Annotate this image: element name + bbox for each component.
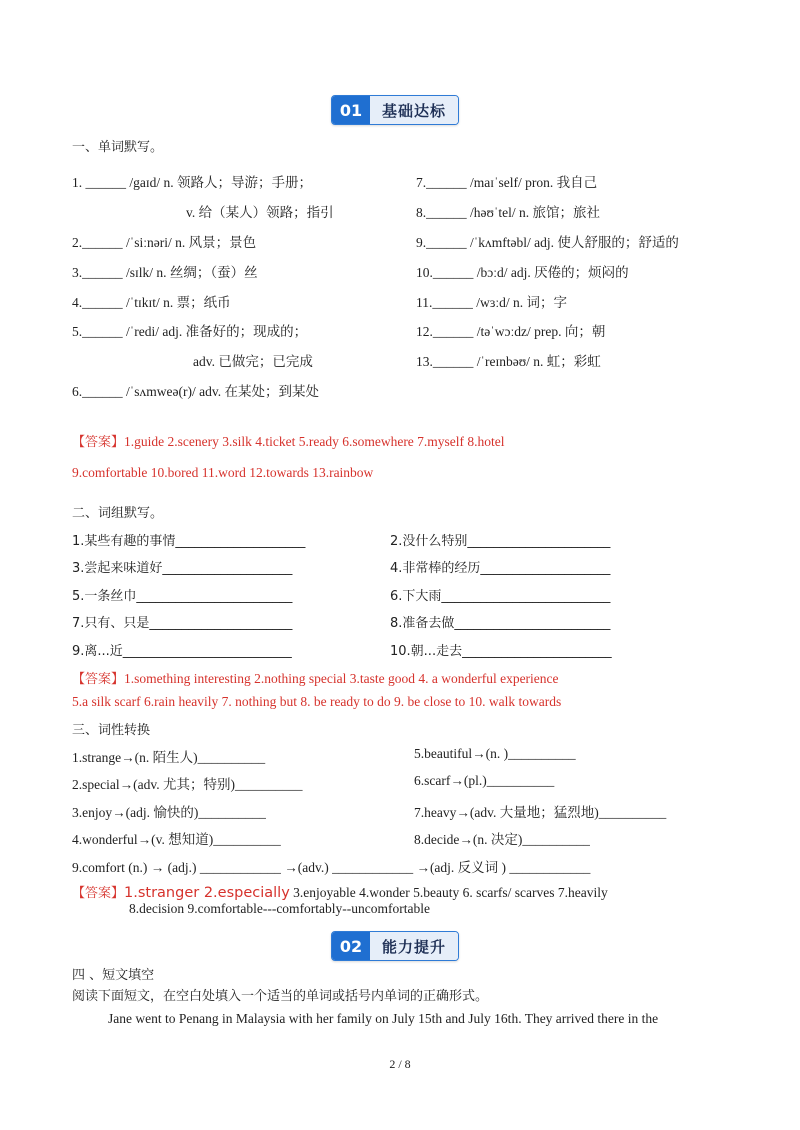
- vocab-item-4: 4.______ /ˈtɪkɪt/ n. 票；纸币: [72, 295, 231, 310]
- vocab-item-1: 1. ______ /gaɪd/ n. 领路人；导游；手册；: [72, 175, 312, 190]
- section1-heading: 一、单词默写。: [72, 140, 164, 155]
- vocab-item-2: 2.______ /ˈsiːnəri/ n. 风景；景色: [72, 235, 257, 250]
- section3-heading: 三、词性转换: [72, 723, 151, 738]
- section4-instruction: 阅读下面短文，在空白处填入一个适当的单词或括号内单词的正确形式。: [72, 989, 489, 1004]
- phrase-item-4: 4.非常棒的经历____________________: [390, 561, 611, 576]
- phrase-item-6: 6.下大雨__________________________: [390, 589, 611, 604]
- phrase-item-9: 9.离...近__________________________: [72, 644, 292, 659]
- section1-answer-line2: 9.comfortable 10.bored 11.word 12.towards 13.rainbow: [72, 465, 374, 480]
- vocab-item-9: 9.______ /ˈkʌmftəbl/ adj. 使人舒服的；舒适的: [416, 235, 679, 250]
- badge-label: 能力提升: [370, 932, 458, 960]
- section3-answer-line1: [72, 882, 608, 901]
- conversion-item-9: 9.comfort (n.) → (adj.) ____________ →(adv.) ____________ →(adj. 反义词 ) ____________: [72, 860, 591, 875]
- conversion-item-6: 6.scarf→(pl.)__________: [414, 773, 555, 788]
- answer-text: 3.enjoyable 4.wonder 5.beauty 6. scarfs/ scarves 7.heavily: [289, 885, 608, 900]
- vocab-item-5-cont: adv. 已做完；已完成: [193, 354, 313, 369]
- section2-answer-line2: 5.a silk scarf 6.rain heavily 7. nothing but 8. be ready to do 9. be close to 10. walk towards: [72, 694, 562, 709]
- phrase-item-7: 7.只有、只是______________________: [72, 616, 293, 631]
- answer-highlight: 1.stranger 2.especially: [124, 885, 290, 901]
- badge-number: 02: [332, 932, 370, 960]
- vocab-item-12: 12.______ /təˈwɔːdz/ prep. 向；朝: [416, 324, 606, 339]
- vocab-item-8: 8.______ /həʊˈtel/ n. 旅馆；旅社: [416, 205, 601, 220]
- vocab-item-1-cont: v. 给（某人）领路；指引: [186, 205, 334, 220]
- section2-heading: 二、词组默写。: [72, 506, 164, 521]
- section4-paragraph: Jane went to Penang in Malaysia with her family on July 15th and July 16th. They arrived there in the: [108, 1011, 659, 1026]
- vocab-item-13: 13.______ /ˈreɪnbəʊ/ n. 虹；彩虹: [416, 354, 601, 369]
- phrase-item-1: 1.某些有趣的事情____________________: [72, 534, 306, 549]
- vocab-item-10: 10.______ /bɔːd/ adj. 厌倦的；烦闷的: [416, 265, 629, 280]
- section-badge-advanced: [331, 931, 459, 961]
- conversion-item-2: 2.special→(adv. 尤其；特别)__________: [72, 777, 303, 792]
- badge-label: 基础达标: [370, 96, 458, 124]
- answer-label: 【答案】: [72, 886, 125, 901]
- vocab-item-7: 7.______ /maɪˈself/ pron. 我自己: [416, 175, 598, 190]
- phrase-item-10: 10.朝...走去_______________________: [390, 644, 612, 659]
- vocab-item-6: 6.______ /ˈsʌmweə(r)/ adv. 在某处；到某处: [72, 384, 319, 399]
- vocab-item-11: 11.______ /wɜːd/ n. 词；字: [416, 295, 568, 310]
- phrase-item-8: 8.准备去做________________________: [390, 616, 611, 631]
- section1-answer-line1: [72, 431, 505, 450]
- page-number: 2 / 8: [389, 1057, 411, 1071]
- section2-answer-line1: [72, 668, 559, 687]
- conversion-item-4: 4.wonderful→(v. 想知道)__________: [72, 832, 281, 847]
- conversion-item-7: 7.heavy→(adv. 大量地；猛烈地)__________: [414, 805, 667, 820]
- conversion-item-3: 3.enjoy→(adj. 愉快的)__________: [72, 805, 266, 820]
- answer-label: 【答案】: [72, 435, 125, 450]
- answer-label: 【答案】: [72, 672, 125, 687]
- phrase-item-3: 3.尝起来味道好____________________: [72, 561, 293, 576]
- section3-answer-line2: 8.decision 9.comfortable---comfortably--uncomfortable: [129, 901, 431, 916]
- badge-number: 01: [332, 96, 370, 124]
- vocab-item-5: 5.______ /ˈredi/ adj. 准备好的；现成的；: [72, 324, 308, 339]
- answer-text: 1.guide 2.scenery 3.silk 4.ticket 5.ready 6.somewhere 7.myself 8.hotel: [124, 434, 505, 449]
- section-badge-basic: [331, 95, 459, 125]
- answer-text: 1.something interesting 2.nothing special 3.taste good 4. a wonderful experience: [124, 671, 559, 686]
- phrase-item-2: 2.没什么特别______________________: [390, 534, 611, 549]
- conversion-item-1: 1.strange→(n. 陌生人)__________: [72, 750, 266, 765]
- conversion-item-8: 8.decide→(n. 决定)__________: [414, 832, 590, 847]
- conversion-item-5: 5.beautiful→(n. )__________: [414, 746, 576, 761]
- section4-heading: 四 、短文填空: [72, 968, 155, 983]
- vocab-item-3: 3.______ /sɪlk/ n. 丝绸；（蚕）丝: [72, 265, 258, 280]
- phrase-item-5: 5.一条丝巾________________________: [72, 589, 293, 604]
